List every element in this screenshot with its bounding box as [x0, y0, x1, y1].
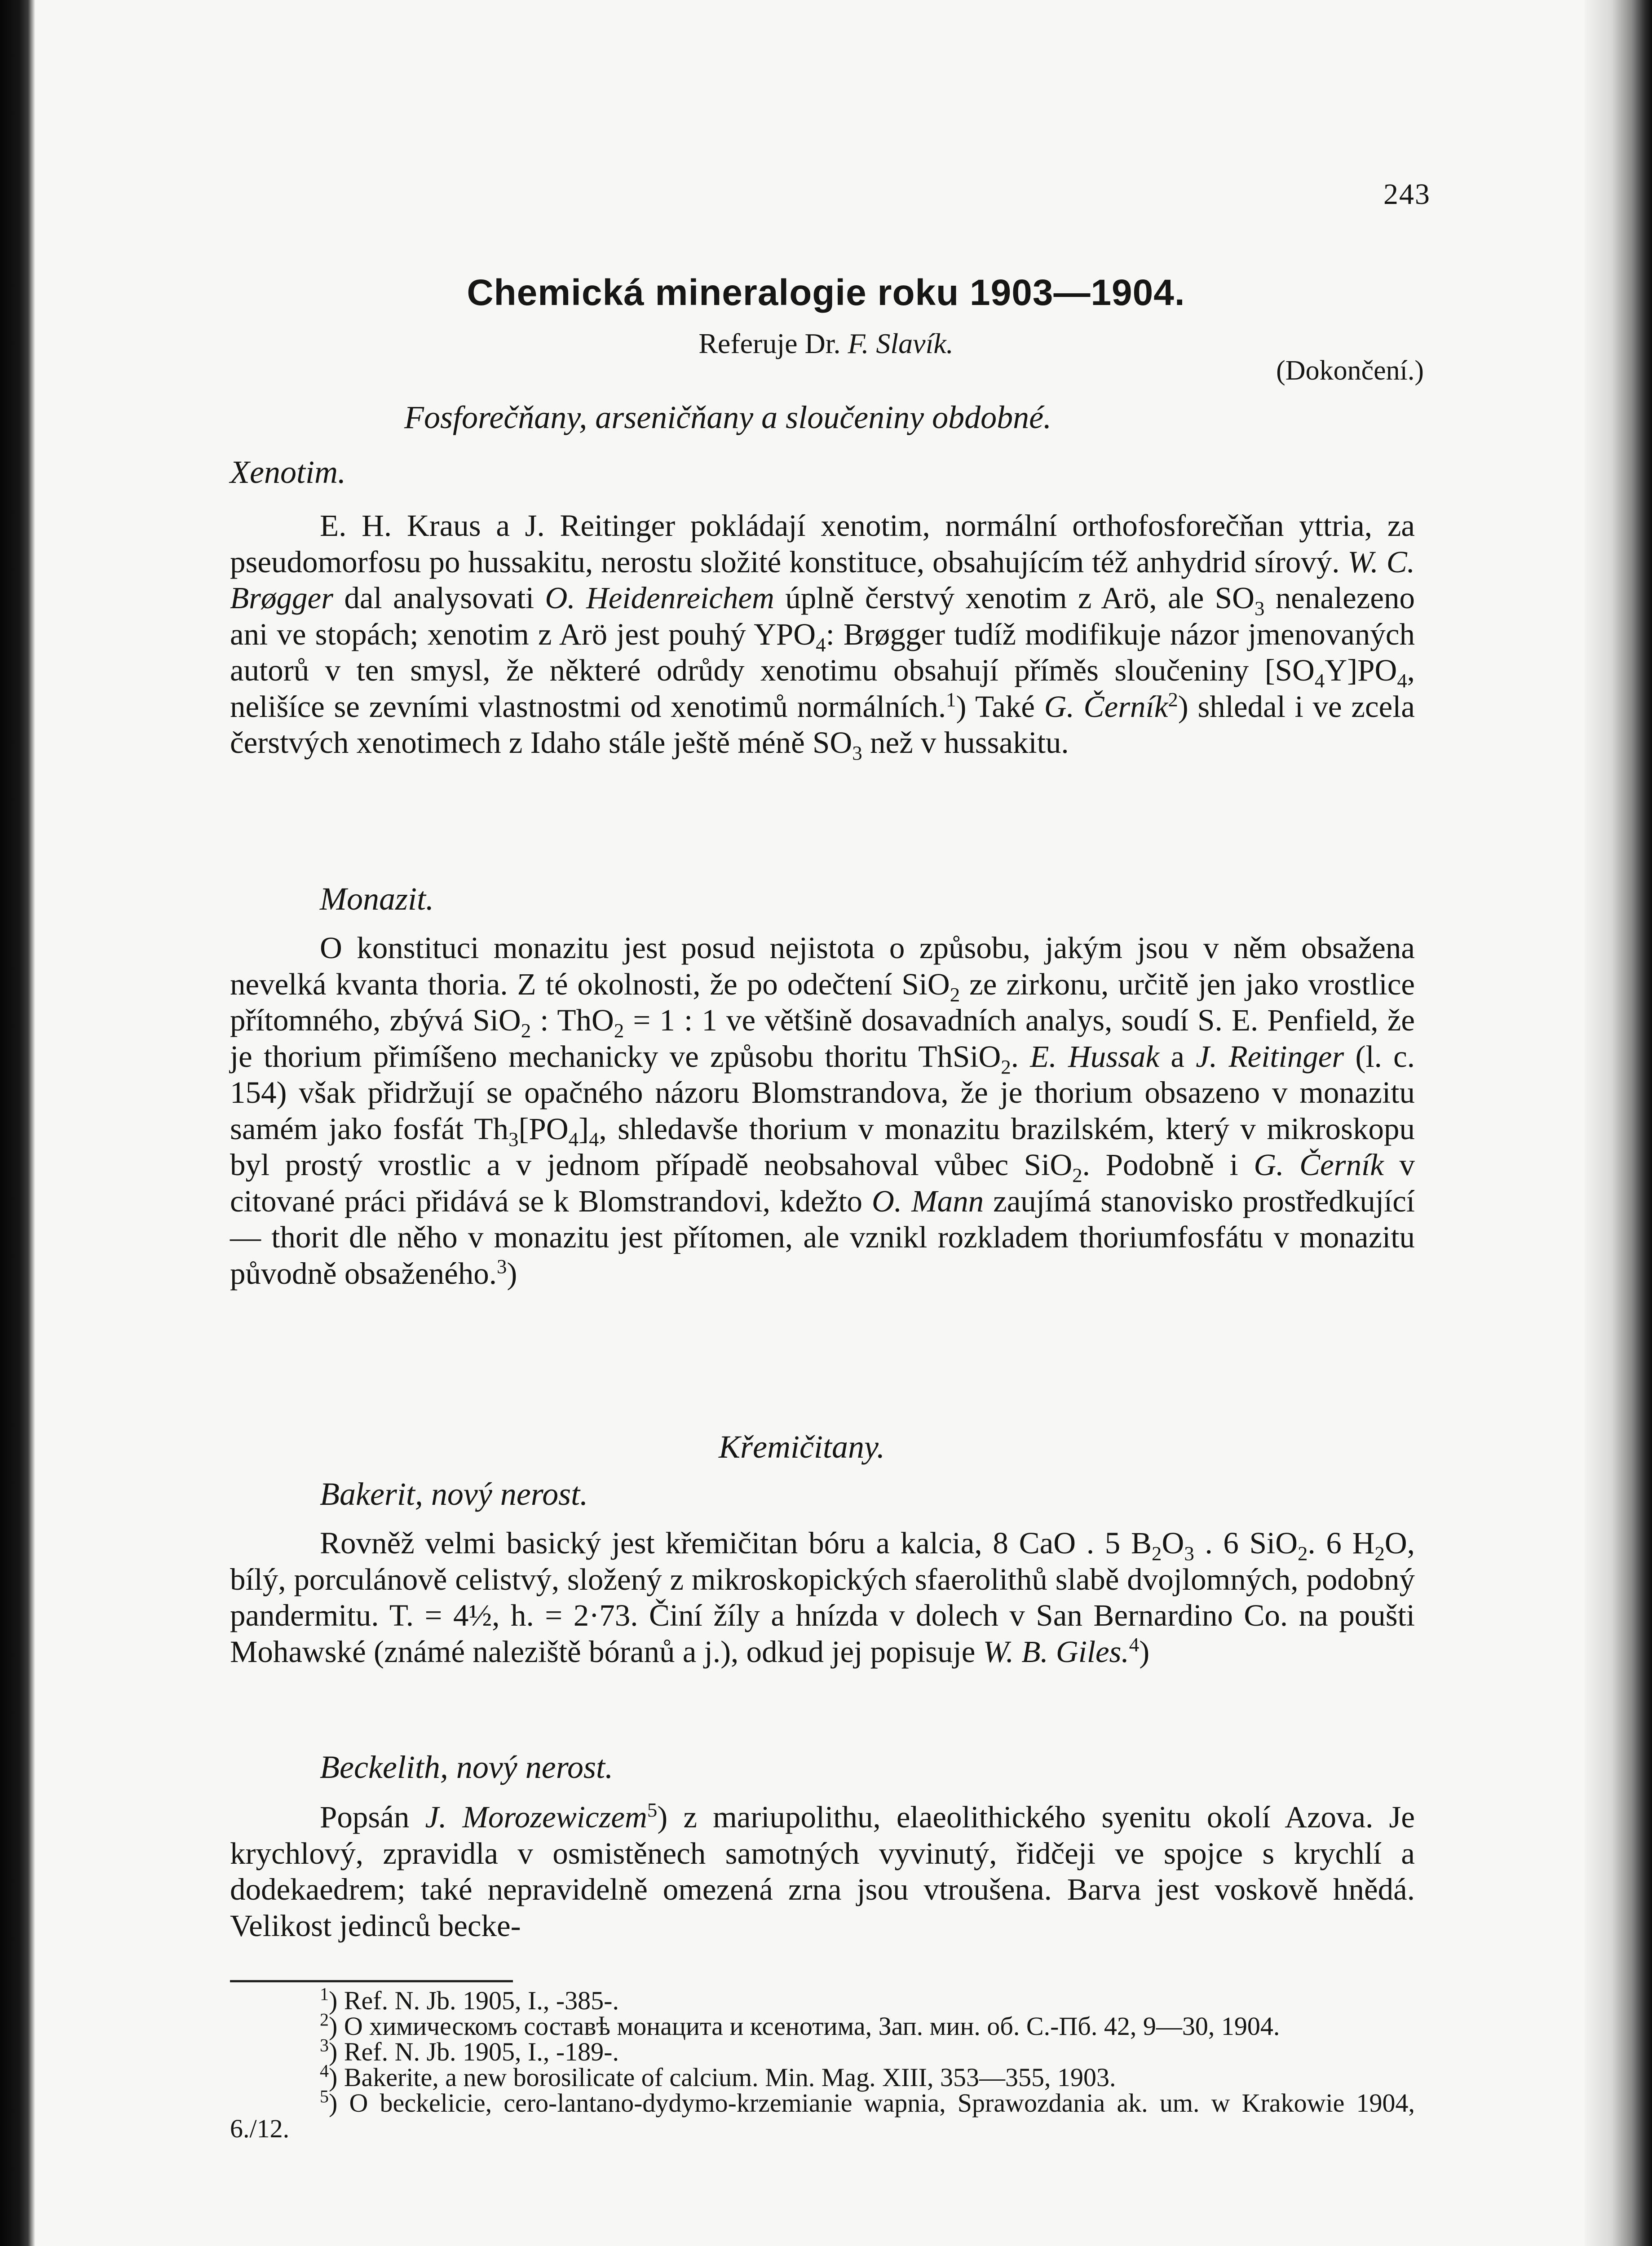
xenotim-paragraph: E. H. Kraus a J. Reitinger pokládají xenotim, normální orthofosforečňan yttria, za pseudomorfosu po hussakitu, nerostu složité konstituce, obsahujícím též anhydrid sírový. W. C. Brøgger dal analysovati O. Heidenreichem úplně čerstvý xenotim z Arö, ale $SO_3$ nenalezeno ani ve stopách; xenotim z Arö jest pouhý $YPO_4$: Brøgger tudíž modifikuje názor jmenovaných autorů v ten smysl, že některé odrůdy xenotimu obsahují příměs sloučeniny $[SO_4Y]PO_4$, nelišíce se zevními vlastnostmi od xenotimů normálních.$^1$) Také G. Černík$^2$) shledal i ve zcela čerstvých xenotimech z Idaho stále ještě méně $SO_3$ než v hussakitu. [230, 508, 1415, 764]
beckelith-heading: Beckelith, nový nerost. [320, 1749, 614, 1785]
page-number: 243 [1383, 178, 1431, 211]
kremicitany-heading: Křemičitany. [719, 1429, 885, 1465]
continuation-note: (Dokončení.) [1276, 355, 1424, 386]
footnote: $^1$) Ref. N. Jb. 1905, I., -385-. [320, 1984, 619, 2015]
monazit-paragraph: O konstituci monazitu jest posud nejistota o způsobu, jakým jsou v něm obsažena nevelká kvanta thoria. Z té okolnosti, že po odečtení SiO$_2$ ze zirkonu, určitě jen jako vrostlice přítomného, zbývá SiO$_2$ : ThO$_2$ = 1 : 1 ve většině dosavadních analys, soudí S. E. Penfield, že je thorium přimíšeno mechanicky ve způsobu thoritu ThSiO$_2$. E. Hussak a J. Reitinger (l. c. 154) však přidržují se opačného názoru Blomstrandova, že je thorium obsazeno v monazitu samém jako fosfát $Th_3[PO_4]_4$, shledavše thorium v monazitu brazilském, který v mikroskopu byl prostý vrostlic a v jednom případě neobsahoval vůbec SiO$_2$. Podobně i G. Černík v citované práci přidává se k Blomstrandovi, kdežto O. Mann zaujímá stanovisko prostředkující — thorit dle něho v monazitu jest přítomen, ale vznikl rozkladem thoriumfosfátu v monazitu původně obsaženého.$^3$) [230, 931, 1415, 1291]
footnote: $^2$) О химическомъ составѣ монацита и ксенотима, Зап. мин. об. С.-Пб. 42, 9—30, 1904. [320, 2009, 1280, 2041]
beckelith-paragraph: Popsán J. Morozewiczem$^5$) z mariupolithu, elaeolithického syenitu okolí Azova. Je krychlový, zpravidla v osmistěnech samotných vyvinutý, řidčeji ve spojce s krychlí a dodekaedrem; také nepravidelně omezená zrna jsou vtroušena. Barva jest voskově hnědá. Velikost jedinců becke- [230, 1799, 1415, 1943]
footnote: $^3$) Ref. N. Jb. 1905, I., -189-. [320, 2035, 619, 2066]
footnotes-list [230, 1984, 1415, 2143]
monazit-heading: Monazit. [320, 881, 434, 917]
byline-author: F. Slavík. [848, 327, 954, 359]
byline-prefix: Referuje Dr. [698, 327, 841, 359]
article-title: Chemická mineralogie roku 1903—1904. [467, 272, 1185, 313]
footnote: $^5$) O beckelicie, cero-lantano-dydymo-krzemianie wapnia, Sprawozdania ak. um. w Krakowie 1904, 6./12. [230, 2086, 1415, 2143]
footnote-divider [230, 1980, 513, 1982]
xenotim-heading: Xenotim. [230, 454, 346, 490]
bakerit-paragraph: Rovněž velmi basický jest křemičitan bóru a kalcia, 8 CaO . 5 $B_2O_3$ . 6 SiO$_2$. 6 $H_2O$, bílý, porculánově celistvý, složený z mikroskopických sfaerolithů slabě dvojlomných, podobný pandermitu. T. = 4½, h. = 2·73. Činí žíly a hnízda v dolech v San Bernardino Co. na poušti Mohawské (známé naleziště bóranů a j.), odkud jej popisuje W. B. Giles.$^4$) [230, 1526, 1415, 1669]
section-heading: Fosforečňany, arseničňany a sloučeniny obdobné. [404, 399, 1052, 435]
bakerit-heading: Bakerit, nový nerost. [320, 1476, 588, 1512]
footnote: $^4$) Bakerite, a new borosilicate of calcium. Min. Mag. XIII, 353—355, 1903. [320, 2060, 1116, 2092]
